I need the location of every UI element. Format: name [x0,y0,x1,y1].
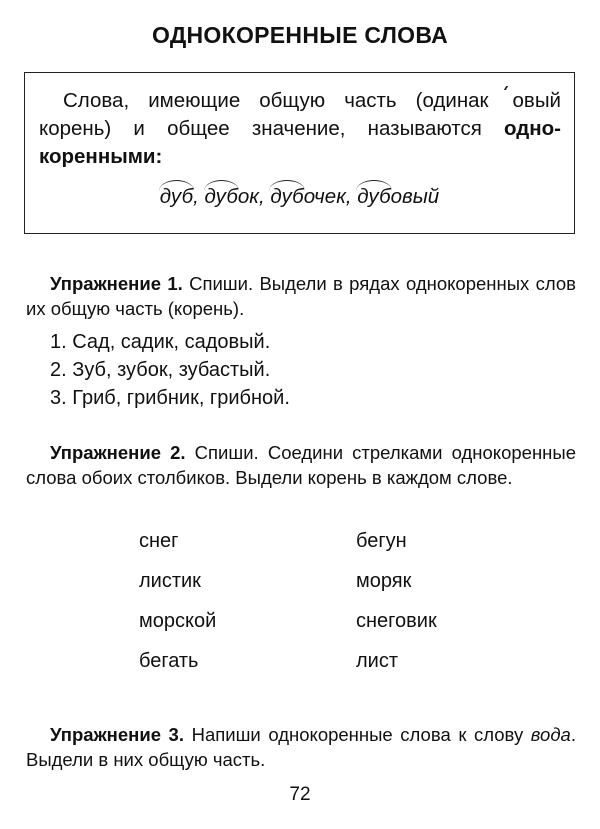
word-item: листик [139,570,201,592]
list-item: 1. Сад, садик, садовый. [50,331,271,353]
root-arc-icon [204,180,239,191]
page-title: ОДНОКОРЕННЫЕ СЛОВА [151,22,449,48]
rule-bold-term: одно-коренными: [39,117,561,168]
exercise-label: Упражнение 1. [50,273,183,294]
exercise-text: Спиши. Соедини стрелками однокоренные слова обоих столбиков. Выдели корень в каждом слове. [26,442,576,488]
exercise-text-end: . Выдели в них общую часть. [26,724,576,770]
word-item: снег [139,530,179,552]
root-arc-icon [269,180,304,191]
exercise-1 [26,271,576,321]
list-item: 2. Зуб, зубок, зубастый. [50,359,271,381]
page-number: 72 [289,784,311,805]
root-arc-icon [159,180,194,191]
root-mark: дуб [270,185,303,209]
exercise-label: Упражнение 2. [50,442,186,463]
exercise-2 [26,440,576,490]
list-item: 3. Гриб, грибник, грибной. [50,387,290,409]
rule-text-part1: Слова, имеющие общую часть (одинак [63,89,489,112]
word-item: бегать [139,650,199,672]
rule-box [24,72,575,234]
word-item: бегун [356,530,407,552]
root-mark: дуб [160,185,193,209]
word-item: морской [139,610,217,632]
example-word: дуб, [160,185,199,208]
word-item: снеговик [356,610,437,632]
right-word-column [356,521,437,681]
root-mark: дуб [357,185,390,209]
example-word: дубок, [205,185,265,208]
root-mark: дуб [205,185,238,209]
root-arc-icon [356,180,391,191]
exercise-text: Напиши однокоренные слова к слову [184,724,531,745]
rule-definition [39,87,561,171]
left-word-column [139,521,216,681]
example-word: дубочек, [270,185,351,208]
word-item: лист [356,650,399,672]
italic-word: вода [530,724,571,745]
exercise-3 [26,722,576,772]
exercise-1-list [50,328,290,412]
root-examples [25,185,574,209]
word-item: моряк [356,570,412,592]
exercise-label: Упражнение 3. [50,724,184,745]
stressed-letter: о [489,87,524,115]
example-word: дубовый [357,185,439,208]
exercise-text: Спиши. Выдели в рядах однокоренных слов их общую часть (корень). [26,273,576,319]
rule-text-part2: вый корень) и общее значение, называются [39,89,561,140]
